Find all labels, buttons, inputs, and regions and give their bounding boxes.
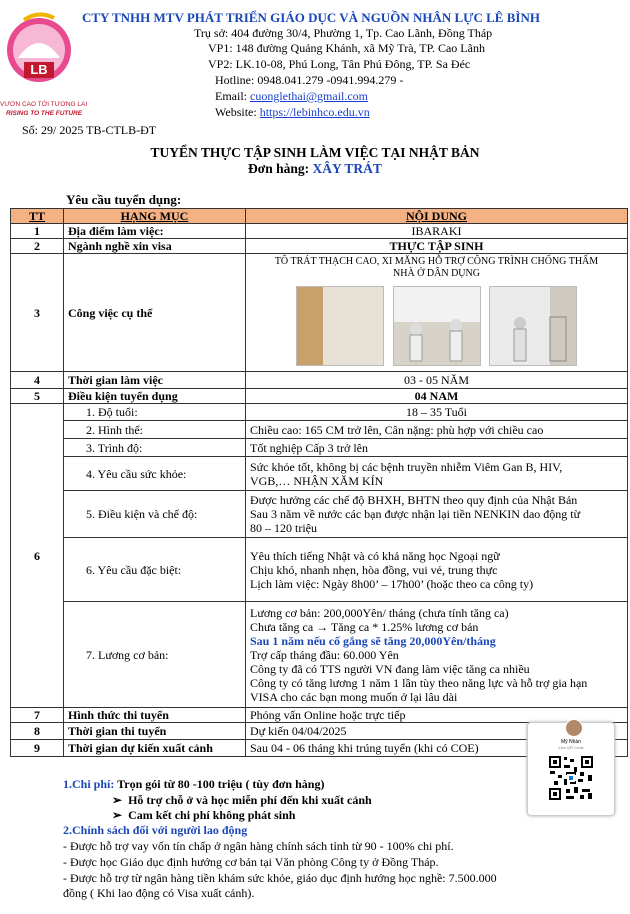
table-row bbox=[11, 404, 628, 421]
page-title: TUYỂN THỰC TẬP SINH LÀM VIỆC TẠI NHẬT BẢN bbox=[150, 145, 480, 160]
col-header-item: HẠNG MỤC bbox=[64, 209, 246, 224]
requirements-table bbox=[10, 208, 628, 757]
table-row bbox=[11, 602, 628, 708]
table-row bbox=[11, 421, 628, 439]
row-item: Thời gian làm việc bbox=[64, 372, 246, 389]
policy-line: đồng ( Khi lao động có Visa xuất cảnh). bbox=[63, 886, 255, 900]
cost-line bbox=[63, 777, 324, 791]
row-content: Dự kiến 04/04/2025 bbox=[246, 723, 628, 740]
order-label: Đơn hàng: bbox=[248, 161, 313, 176]
row-number: 9 bbox=[11, 740, 64, 757]
row-content: THỰC TẬP SINH bbox=[246, 239, 628, 254]
ceiling-plastering-photo bbox=[393, 286, 481, 366]
row-content-cell bbox=[246, 254, 628, 372]
email-line bbox=[215, 88, 368, 104]
row-content bbox=[246, 602, 628, 708]
salary-line: VISA cho các bạn mong muốn ở lại lâu dài bbox=[250, 689, 458, 704]
health-line: VGB,… NHẬN XĂM KÍN bbox=[250, 473, 384, 488]
head-office: Trụ sở: 404 đường 30/4, Phường 1, Tp. Cao Lãnh, Đồng Tháp bbox=[194, 26, 493, 40]
salary-line: Chưa tăng ca → Tăng ca * 1.25% lương cơ bản bbox=[250, 619, 479, 634]
special-line: Chịu khó, nhanh nhẹn, hòa đồng, vui vẻ, trung thực bbox=[250, 562, 498, 577]
logo-slogan-en: RISING TO THE FUTURE bbox=[6, 110, 83, 117]
table-row bbox=[11, 457, 628, 491]
order-line bbox=[0, 161, 630, 177]
special-line: Yêu thích tiếng Nhật và có khả năng học Ngoại ngữ bbox=[250, 548, 500, 563]
photo-strip bbox=[250, 286, 623, 370]
company-logo bbox=[4, 8, 74, 104]
row-content: Phỏng vấn Online hoặc trực tiếp bbox=[246, 708, 628, 723]
policy-heading: 2.Chính sách đối với người lao động bbox=[63, 823, 248, 837]
table-row bbox=[11, 239, 628, 254]
row-item: Công việc cụ thể bbox=[64, 254, 246, 372]
logo-slogan: VƯƠN CAO TỚI TƯƠNG LAI bbox=[0, 101, 88, 108]
row-number: 2 bbox=[11, 239, 64, 254]
svg-text:LB: LB bbox=[30, 62, 48, 77]
benefit-line: 80 – 120 triệu bbox=[250, 521, 317, 535]
row-content bbox=[246, 491, 628, 538]
row-content: IBARAKI bbox=[246, 224, 628, 239]
row-item: Thời gian dự kiến xuất cảnh bbox=[64, 740, 246, 757]
salary-raise-line: Sau 1 năm nếu cố gắng sẽ tăng 20,000Yên/tháng bbox=[250, 633, 496, 648]
row-item: Ngành nghề xin visa bbox=[64, 239, 246, 254]
row-content: Chiều cao: 165 CM trở lên, Cân nặng: phù hợp với chiều cao bbox=[246, 421, 628, 439]
office-1: VP1: 148 đường Quảng Khánh, xã Mỹ Trà, TP. Cao Lãnh bbox=[208, 41, 485, 55]
table-row bbox=[11, 708, 628, 723]
row-content bbox=[246, 538, 628, 602]
benefit-bullet: ➢ Hỗ trợ chỗ ở và học miễn phí đến khi xuất cảnh bbox=[112, 793, 372, 807]
policy-line: - Được hỗ trợ từ ngân hàng tiền khám sức khỏe, giáo dục định hướng học nghề: 7.500.000 bbox=[63, 871, 497, 885]
salary-line: Công ty có tăng lương 1 năm 1 lần tùy theo năng lực và hỗ trợ gia hạn bbox=[250, 675, 588, 690]
benefit-line: Sau 3 năm về nước các bạn được nhận lại tiền NENKIN dao động từ bbox=[250, 507, 581, 521]
avatar bbox=[565, 719, 583, 737]
email-link[interactable]: cuonglethai@gmail.com bbox=[250, 89, 369, 103]
zalo-qr-card[interactable] bbox=[527, 722, 615, 816]
job-description: TÔ TRÁT THẠCH CAO, XI MĂNG HỖ TRỢ CÔNG TRÌNH CHỐNG THẤM NHÀ Ở DÂN DỤNG bbox=[274, 256, 599, 279]
website-link[interactable]: https://lebinhco.edu.vn bbox=[259, 105, 370, 119]
website-line bbox=[215, 104, 370, 120]
salary-line: Trợ cấp tháng đầu: 60.000 Yên bbox=[250, 647, 399, 662]
requirements-heading: Yêu cầu tuyển dụng: bbox=[66, 192, 182, 207]
row-number: 5 bbox=[11, 389, 64, 404]
document-number: Số: 29/ 2025 TB-CTLB-ĐT bbox=[22, 123, 157, 137]
website-label: Website: bbox=[215, 105, 260, 119]
table-row bbox=[11, 389, 628, 404]
row-item: Điều kiện tuyển dụng bbox=[64, 389, 246, 404]
order-value: XÂY TRÁT bbox=[312, 161, 382, 176]
col-header-content: NỘI DUNG bbox=[246, 209, 628, 224]
salary-line: Lương cơ bản: 200,000Yên/ tháng (chưa tính tăng ca) bbox=[250, 605, 509, 620]
table-row bbox=[11, 538, 628, 602]
cost-value: Trọn gói từ 80 -100 triệu ( tùy đơn hàng) bbox=[117, 777, 325, 791]
table-row bbox=[11, 439, 628, 457]
benefit-line: Được hưởng các chế độ BHXH, BHTN theo quy định của Nhật Bản bbox=[250, 493, 578, 507]
row-item: 1. Độ tuổi: bbox=[64, 404, 246, 421]
office-2: VP2: LK.10-08, Phú Long, Tân Phú Đông, TP. Sa Đéc bbox=[208, 57, 471, 71]
hotline: Hotline: 0948.041.279 -0941.994.279 - bbox=[215, 73, 404, 87]
row-content: 04 NAM bbox=[246, 389, 628, 404]
policy-line: - Được hỗ trợ vay vốn tín chấp ở ngân hàng chính sách tỉnh từ 90 - 100% chi phí. bbox=[63, 839, 454, 853]
policy-line: - Được học Giáo dục định hướng cơ bản tại Văn phòng Công ty ở Đồng Tháp. bbox=[63, 855, 439, 869]
row-item: 4. Yêu cầu sức khỏe: bbox=[64, 457, 246, 491]
company-name: CTY TNHH MTV PHÁT TRIỂN GIÁO DỤC VÀ NGUỒN NHÂN LỰC LÊ BÌNH bbox=[82, 10, 540, 25]
wall-finishing-photo bbox=[489, 286, 577, 366]
row-number: 6 bbox=[11, 404, 64, 708]
row-number: 3 bbox=[11, 254, 64, 372]
row-number: 4 bbox=[11, 372, 64, 389]
row-item: 7. Lương cơ bản: bbox=[64, 602, 246, 708]
qr-owner-name: Mỹ Nhàn bbox=[560, 739, 581, 745]
table-row bbox=[11, 372, 628, 389]
row-item: Hình thức thi tuyển bbox=[64, 708, 246, 723]
row-number: 1 bbox=[11, 224, 64, 239]
bullet-text: Cam kết chi phí không phát sinh bbox=[128, 808, 296, 822]
bullet-text: Hỗ trợ chỗ ở và học miễn phí đến khi xuất cảnh bbox=[128, 793, 372, 807]
row-item: 2. Hình thể: bbox=[64, 421, 246, 439]
col-header-tt: TT bbox=[11, 209, 64, 224]
table-row bbox=[11, 224, 628, 239]
row-item: Thời gian thi tuyển bbox=[64, 723, 246, 740]
wall-plastering-photo bbox=[296, 286, 384, 366]
row-item: Địa điểm làm việc: bbox=[64, 224, 246, 239]
row-item: 3. Trình độ: bbox=[64, 439, 246, 457]
email-label: Email: bbox=[215, 89, 250, 103]
row-number: 8 bbox=[11, 723, 64, 740]
qr-caption: Zalo QR Code bbox=[558, 745, 584, 750]
table-header-row bbox=[11, 209, 628, 224]
cost-label: 1.Chi phí: bbox=[63, 777, 118, 791]
row-item: 6. Yêu cầu đặc biệt: bbox=[64, 538, 246, 602]
row-content: Sau 04 - 06 tháng khi trúng tuyển (khi có COE) bbox=[246, 740, 628, 757]
qr-code-icon bbox=[548, 755, 594, 801]
table-row bbox=[11, 491, 628, 538]
special-line: Lịch làm việc: Ngày 8h00’ – 17h00’ (hoặc theo ca công ty) bbox=[250, 576, 534, 591]
row-number: 7 bbox=[11, 708, 64, 723]
row-content: 18 – 35 Tuổi bbox=[246, 404, 628, 421]
table-row bbox=[11, 254, 628, 372]
benefit-bullet: ➢ Cam kết chi phí không phát sinh bbox=[112, 808, 296, 822]
row-content: Tốt nghiệp Cấp 3 trở lên bbox=[246, 439, 628, 457]
row-content bbox=[246, 457, 628, 491]
health-line: Sức khỏe tốt, không bị các bệnh truyền nhiễm Viêm Gan B, HIV, bbox=[250, 459, 563, 474]
row-content: 03 - 05 NĂM bbox=[246, 372, 628, 389]
salary-line: Công ty đã có TTS người VN đang làm việc tăng ca nhiều bbox=[250, 661, 530, 676]
row-item: 5. Điều kiện và chế độ: bbox=[64, 491, 246, 538]
